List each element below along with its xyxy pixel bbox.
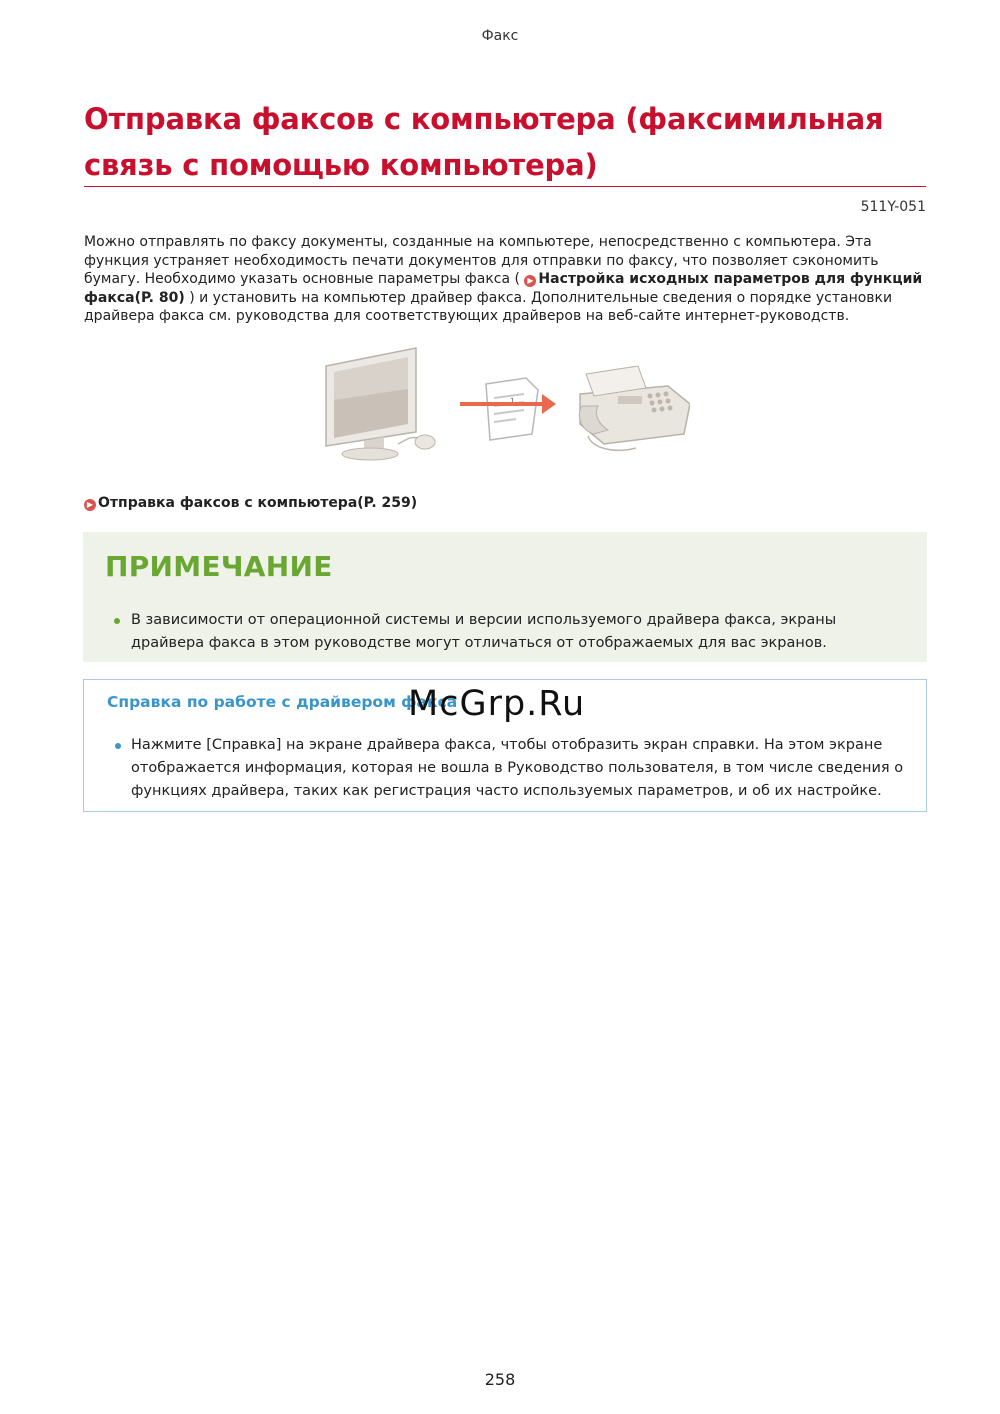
bullet-icon (114, 618, 120, 624)
page-number: 258 (484, 1370, 516, 1389)
running-header: Факс (481, 28, 519, 44)
page-title-line-2: связь с помощью компьютера) (84, 148, 598, 182)
document-code: 511Y-051 (860, 199, 926, 215)
intro-text-1: Можно отправлять по факсу документы, созданные на компьютере, непосредственно с компьютера. Эта функция устраняет необходимость печати документов для отправки по факсу, что позволяет сэкономить бумагу. Необходимо указать основные параметры факса ( (84, 234, 879, 287)
svg-text:1: 1 (510, 397, 516, 406)
note-heading: ПРИМЕЧАНИЕ (105, 550, 333, 583)
intro-text-2: ) и установить на компьютер драйвер факса. Дополнительные сведения о порядке установки драйвера факса см. руководства для соответствующих драйверов на веб-сайте интернет-руководств. (84, 289, 893, 324)
document-icon (486, 378, 538, 440)
watermark: McGrp.Ru (408, 684, 586, 724)
title-divider (84, 186, 926, 187)
link-arrow-icon: ▶ (84, 499, 96, 511)
intro-paragraph (84, 233, 926, 326)
note-item: В зависимости от операционной системы и версии используемого драйвера факса, экраны драйвера факса в этом руководстве могут отличаться от отображаемых для вас экранов. (131, 612, 837, 651)
bullet-icon (115, 743, 121, 749)
note-box (83, 532, 927, 662)
send-fax-link-label: Отправка факсов с компьютера(P. 259) (98, 495, 418, 511)
fax-settings-link[interactable]: Настройка исходных параметров для функций факса(P. 80) (84, 271, 923, 306)
link-arrow-icon: ▶ (524, 275, 536, 287)
page-title-line-1: Отправка факсов с компьютера (факсимильная (84, 102, 884, 136)
tip-item: Нажмите [Справка] на экране драйвера факса, чтобы отобразить экран справки. На этом экране отображается информация, которая не вошла в Руководство пользователя, в том числе сведения о функциях драйвера, таких как регистрация часто используемых параметров, и об их настройке. (131, 737, 904, 799)
computer-icon (326, 348, 435, 460)
page-title (84, 96, 926, 188)
send-fax-from-computer-link[interactable] (84, 495, 417, 511)
tip-heading: Справка по работе с драйвером факса (107, 693, 458, 711)
pc-fax-illustration (318, 344, 690, 462)
fax-machine-icon (579, 366, 690, 450)
